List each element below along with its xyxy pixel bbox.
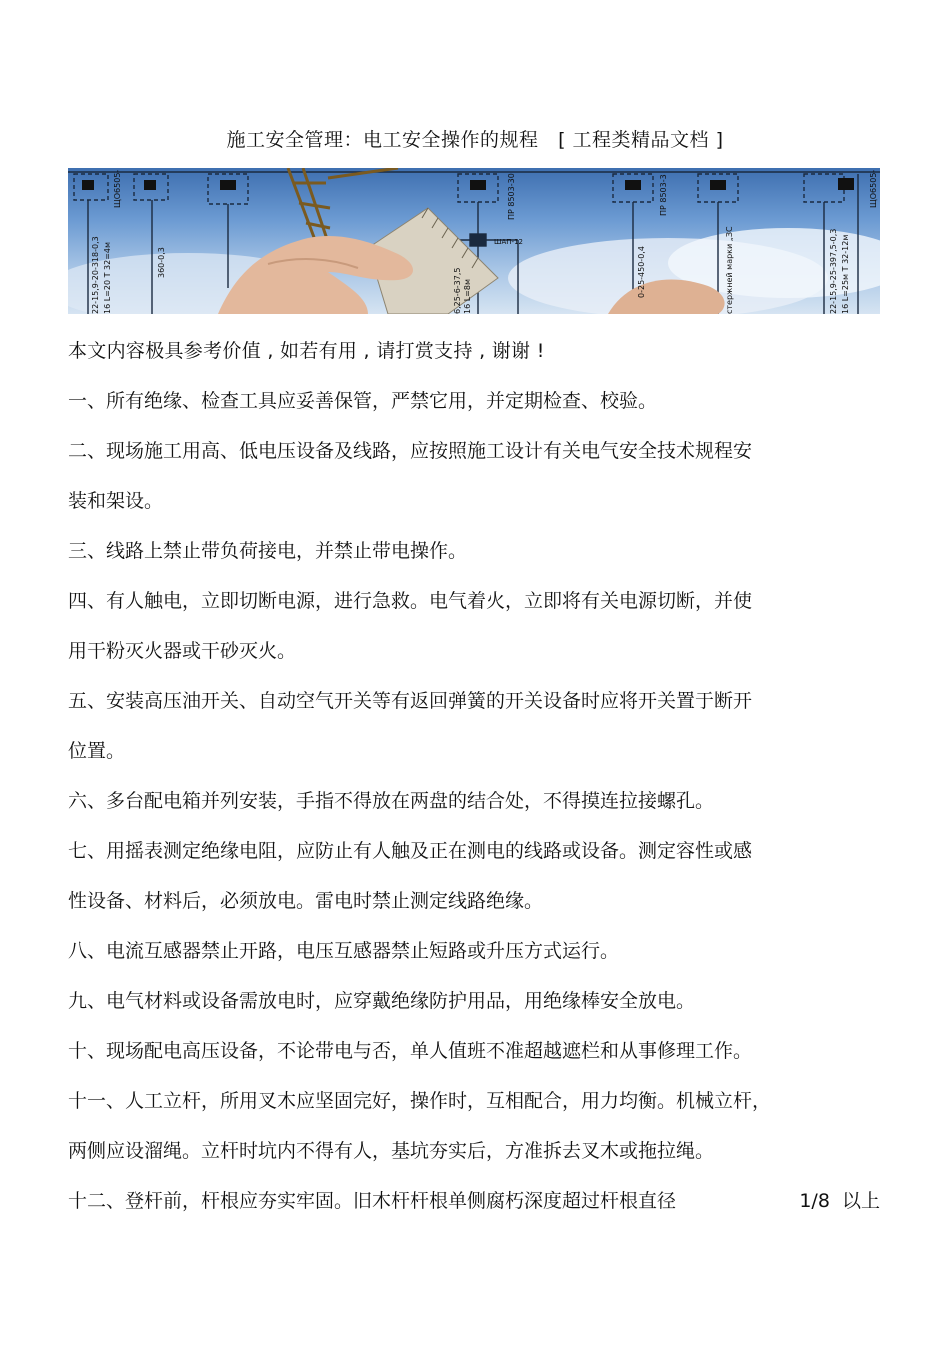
paragraph-line: 十、现场配电高压设备，不论带电与否，单人值班不准超越遮栏和从事修理工作。 [68, 1040, 753, 1062]
banner-label-far-right-top: ЩО6505- [869, 169, 878, 208]
banner-label-right-code: ПР 8503-3 [659, 174, 668, 216]
paragraph-line-tail: 1/8 以上 [799, 1190, 880, 1212]
banner-label-left-mid: 22-15,9-20-318-0,3 [91, 236, 100, 314]
banner-label-mid-low: 6,25-6-37,5 [453, 267, 462, 314]
document-body [68, 326, 880, 1226]
document-title: 施工安全管理：电工安全操作的规程 [ 工程类精品文档 ] [226, 129, 724, 151]
banner-label-far-right-mid: 22-15,9-25-397,5-0,3 [829, 228, 838, 314]
banner-label-left-low: 16 L=20 T 32=4м [103, 241, 112, 314]
intro-note: 本文内容极具参考价值 , 如若有用 , 请打赏支持 , 谢谢 ! [68, 340, 545, 362]
banner-label-left-top: ЩО6505- [113, 169, 122, 208]
paragraph-line: 两侧应设溜绳。立杆时坑内不得有人，基坑夯实后，方准拆去叉木或拖拉绳。 [68, 1140, 715, 1162]
paragraph-line: 位置。 [68, 740, 126, 762]
paragraph-line: 十一、人工立杆，所用叉木应坚固完好，操作时，互相配合，用力均衡。机械立杆， [68, 1090, 772, 1112]
paragraph-line: 二、现场施工用高、低电压设备及线路，应按照施工设计有关电气安全技术规程安 [68, 440, 753, 462]
paragraph-line: 一、所有绝缘、检查工具应妥善保管，严禁它用，并定期检查、校验。 [68, 390, 658, 412]
banner-label-right-mid: 0-25-450-0,4 [637, 246, 646, 298]
paragraph-last-line [68, 1176, 880, 1226]
paragraph-line: 九、电气材料或设备需放电时，应穿戴绝缘防护用品，用绝缘棒安全放电。 [68, 990, 696, 1012]
paragraph-line: 十二、登杆前，杆根应夯实牢固。旧木杆杆根单侧腐朽深度超过杆根直径 [68, 1190, 677, 1212]
paragraph-line: 七、用摇表测定绝缘电阻，应防止有人触及正在测电的线路或设备。测定容性或感 [68, 840, 753, 862]
banner-label-far-right-low: 16 L=25м T 32-12м [841, 234, 850, 314]
paragraph-line: 用干粉灭火器或干砂灭火。 [68, 640, 297, 662]
paragraph-line: 装和架设。 [68, 490, 164, 512]
banner-label-left-code2: 360-0,3 [157, 247, 166, 278]
paragraph-line: 四、有人触电，立即切断电源，进行急救。电气着火，立即将有关电源切断，并使 [68, 590, 753, 612]
paragraph-line: 八、电流互感器禁止开路，电压互感器禁止短路或升压方式运行。 [68, 940, 620, 962]
paragraph-line: 六、多台配电箱并列安装，手指不得放在两盘的结合处，不得摸连拉接螺孔。 [68, 790, 715, 812]
banner-label-mid-code: ПР 8503-30 [507, 173, 516, 220]
banner-illustration [68, 168, 880, 314]
banner-label-right-note: стержней марки „ЗС [725, 226, 734, 314]
banner-label-box: ШАП-12 [494, 238, 523, 246]
banner-label-mid-low2: 16 L=8м [463, 278, 472, 314]
paragraph-line: 性设备、材料后，必须放电。雷电时禁止测定线路绝缘。 [68, 890, 544, 912]
banner-image [68, 168, 880, 314]
paragraph-line: 五、安装高压油开关、自动空气开关等有返回弹簧的开关设备时应将开关置于断开 [68, 690, 753, 712]
paragraph-line: 三、线路上禁止带负荷接电，并禁止带电操作。 [68, 540, 468, 562]
